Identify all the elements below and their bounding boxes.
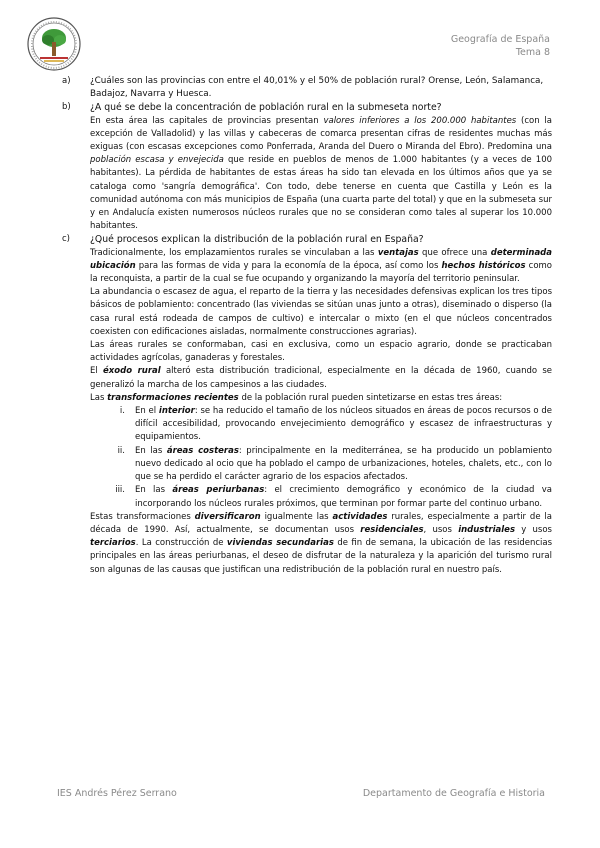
page-footer xyxy=(57,788,545,799)
list-item: iii. En las áreas periurbanas: el crecimiento demográfico y económico de la ciudad va incorporando los núcleos rurales próximos, que terminan por formar parte del continuo urbano. xyxy=(90,484,552,510)
list-item: i. En el interior: se ha reducido el tamaño de los núcleos situados en áreas de pocos recursos o de difícil accesibilidad, provocando envejecimiento demográfico y escasez de infraestructuras y equipamientos. xyxy=(90,405,552,445)
answer-paragraph: Las transformaciones recientes de la población rural pueden sintetizarse en estas tres áreas: xyxy=(90,392,503,403)
question-label: a) xyxy=(62,76,71,86)
question-label: b) xyxy=(62,102,71,113)
question-c xyxy=(62,233,552,246)
page-header xyxy=(451,33,550,59)
answer-text: Orense, León, Salamanca, Badajoz, Navarra y Huesca. xyxy=(90,76,544,100)
answer-paragraph: Las áreas rurales se conformaban, casi en exclusiva, como un espacio agrario, donde se practicaban actividades agrícolas, ganaderas y forestales. xyxy=(90,340,552,364)
answer-paragraph: La abundancia o escasez de agua, el reparto de la tierra y las necesidades defensivas explican los tres tipos básicos de poblamiento: concentrado (las viviendas se sitúan unas junto a otras), diseminado o disperso (la casa rural está rodeada de campos de cultivo) e intercalar o mixto (en el que núcleos concentrados coexisten con edificaciones aisladas, normalmente construcciones agrarias). xyxy=(90,287,552,337)
header-topic: Tema 8 xyxy=(515,47,550,58)
question-text: ¿Qué procesos explican la distribución de la población rural en España? xyxy=(90,234,424,246)
answer-paragraph: Estas transformaciones diversificaron igualmente las actividades rurales, especialmente a partir de la década de 1990. Así, actualmente, se documentan usos residenciales, usos industriales y usos terciarios. La construcción de viviendas secundarias de fin de semana, la ubicación de las residencias principales en las áreas periurbanas, el deseo de disfrutar de la naturaleza y la aparición del turismo rural son algunas de las causas que justifican una redistribución de la población rural en nuestro país. xyxy=(90,511,553,575)
question-b xyxy=(62,101,552,114)
list-number: i. xyxy=(119,406,125,417)
header-subject: Geografía de España xyxy=(450,34,550,45)
answer-paragraph: El éxodo rural alteró esta distribución tradicional, especialmente en la década de 1960, cuando se generalizó la marcha de los campesinos a las ciudades. xyxy=(90,366,553,390)
footer-school: IES Andrés Pérez Serrano xyxy=(57,788,177,799)
question-text: ¿Cuáles son las provincias con entre el 40,01% y el 50% de población rural? xyxy=(90,76,426,86)
list-number: iii. xyxy=(115,485,125,496)
question-a xyxy=(62,75,552,101)
list-number: ii. xyxy=(117,445,125,456)
question-text: ¿A qué se debe la concentración de población rural en la submeseta norte? xyxy=(90,102,442,114)
tree-seal-icon xyxy=(26,16,82,72)
question-label: c) xyxy=(62,234,70,245)
footer-department: Departamento de Geografía e Historia xyxy=(362,788,545,799)
answer-paragraph: Tradicionalmente, los emplazamientos rurales se vinculaban a las ventajas que ofrece una determinada ubicación para las formas de vida y para la economía de la época, así como los hechos históricos como la reconquista, a partir de la cual se fue ocupando y organizando la mayoría del territorio peninsular. xyxy=(90,247,553,285)
answer-paragraph: En esta área las capitales de provincias presentan valores inferiores a los 200.000 habitantes (con la excepción de Valladolid) y las villas y cabeceras de comarca presentan cifras de residentes muchas más exiguas (con escasas excepciones como Ponferrada, Aranda del Duero o Miranda del Ebro). Predomina una población escasa y envejecida que reside en pueblos de menos de 1.000 habitantes (y a veces de 100 habitantes). La pérdida de habitantes de estas áreas ha sido tan elevada en los últimos años que ya se cataloga como 'sangría demográfica'. Con todo, debe tenerse en cuenta que Castilla y León es la comunidad autónoma con más municipios de España (una cuarta parte del total) y que en la submeseta sur y en Andalucía existen numerosos núcleos rurales que no se consideran como tales al superar los 10.000 habitantes. xyxy=(90,115,553,232)
document-body xyxy=(62,75,552,577)
list-item: ii. En las áreas costeras: principalmente en la mediterránea, se ha producido un poblamiento nuevo dedicado al ocio que ha poblado el campo de urbanizaciones, hoteles, chalets, etc., con lo que se ha perdido el carácter agrario de los espacios afectados. xyxy=(90,445,552,485)
